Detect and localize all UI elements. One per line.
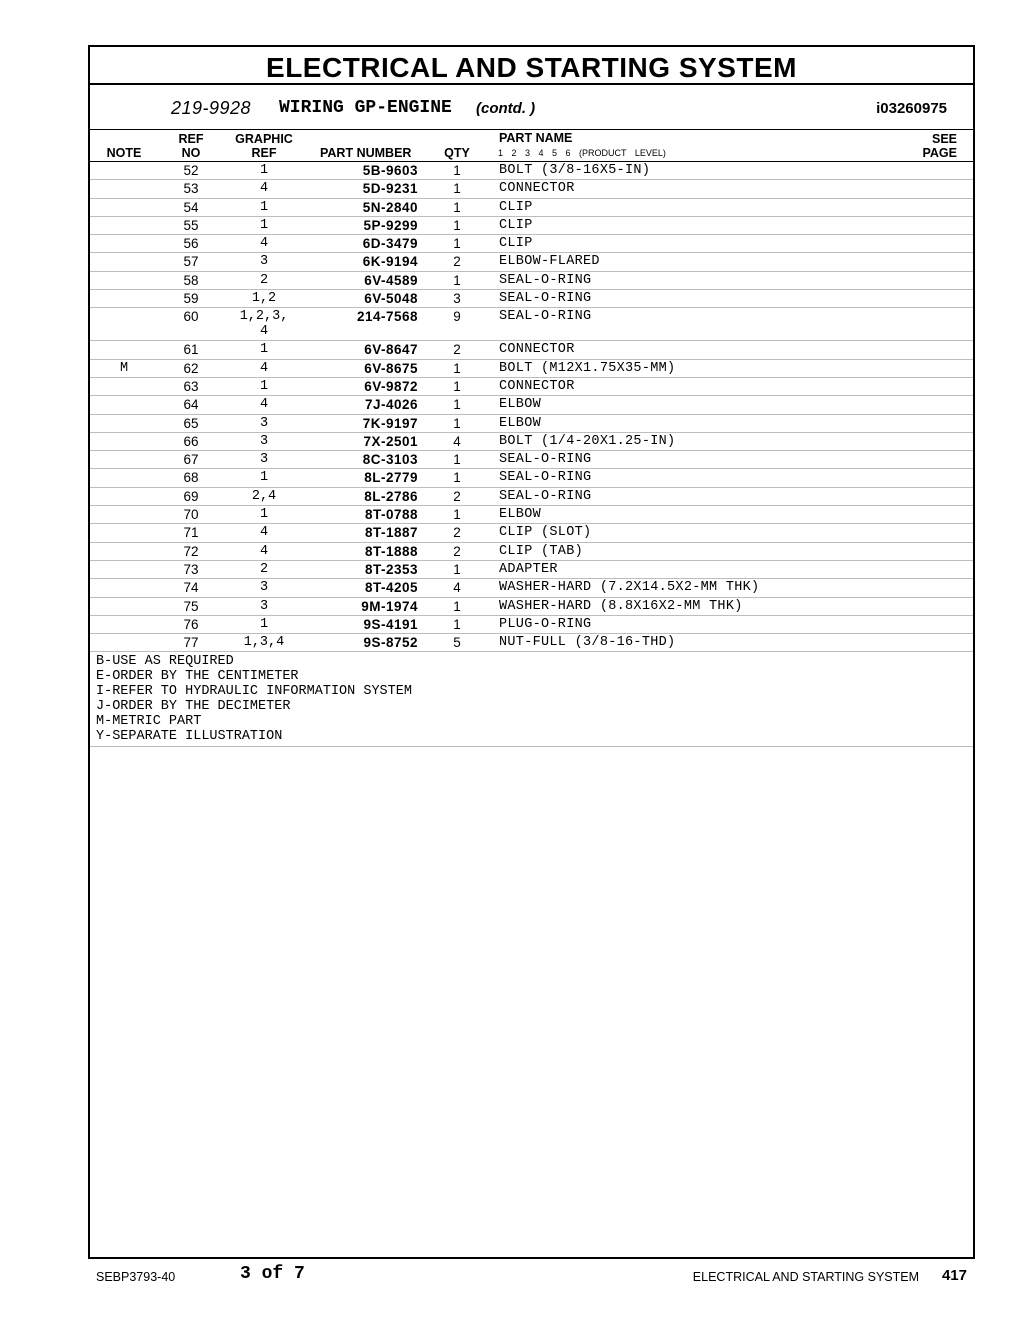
ref-no-cell: 53 (183, 181, 199, 197)
part-number-cell: 5P-9299 (363, 217, 418, 233)
part-name-cell: CONNECTOR (499, 181, 575, 197)
part-number-cell: 5B-9603 (362, 163, 418, 178)
qty-cell: 1 (453, 598, 461, 614)
graphic-ref-cell: 1 (259, 507, 269, 523)
ref-no-cell: 59 (183, 291, 199, 307)
ref-no-cell: 54 (183, 199, 199, 215)
table-row (90, 561, 973, 579)
ref-no-cell: 70 (183, 507, 199, 523)
table-row (90, 290, 973, 308)
parts-page-frame (88, 45, 975, 1259)
legend-item: I-REFER TO HYDRAULIC INFORMATION SYSTEM (96, 684, 412, 699)
ref-no-cell: 63 (183, 378, 199, 394)
part-number-cell: 6V-5048 (364, 291, 418, 307)
part-number-cell: 7X-2501 (363, 433, 418, 449)
graphic-ref-cell: 3 (259, 254, 269, 270)
graphic-ref-cell: 3 (259, 452, 269, 468)
note-cell: M (119, 360, 129, 376)
part-number-cell: 8T-1888 (364, 543, 418, 559)
part-name-cell: SEAL-O-RING (499, 452, 592, 468)
illustration-id: i03260975 (876, 100, 947, 117)
qty-cell: 1 (453, 616, 461, 632)
legend-item: M-METRIC PART (96, 714, 202, 729)
ref-no-cell: 72 (183, 543, 199, 559)
table-row (90, 217, 973, 235)
part-name-cell: CONNECTOR (499, 378, 575, 394)
graphic-ref-cell: 4 (259, 397, 269, 413)
table-row (90, 162, 973, 180)
ref-no-cell: 75 (183, 598, 199, 614)
graphic-ref-cell: 1 (259, 342, 269, 358)
parts-table (90, 162, 973, 652)
table-row (90, 488, 973, 506)
ref-no-cell: 64 (183, 397, 199, 413)
continued-label: (contd. ) (476, 100, 536, 117)
graphic-ref-header-top: GRAPHIC (235, 132, 293, 146)
table-row (90, 253, 973, 271)
see-page-header-bottom: PAGE (922, 146, 957, 160)
graphic-ref-cell: 1 (259, 616, 269, 632)
part-number-cell: 9M-1974 (361, 598, 418, 614)
graphic-ref-cell: 2 (259, 272, 269, 288)
qty-cell: 1 (453, 217, 461, 233)
part-number-cell: 6D-3479 (362, 236, 418, 252)
ref-no-header-bottom: NO (181, 146, 201, 160)
table-row (90, 272, 973, 290)
qty-cell: 4 (453, 433, 461, 449)
graphic-ref-cell: 4 (259, 181, 269, 197)
part-name-cell: SEAL-O-RING (499, 272, 592, 288)
page-of-indicator: 3 of 7 (240, 1264, 305, 1284)
section-name: ELECTRICAL AND STARTING SYSTEM (692, 1270, 919, 1284)
ref-no-cell: 76 (183, 616, 199, 632)
graphic-ref-cell: 2,4 (251, 488, 277, 504)
qty-cell: 1 (453, 561, 461, 577)
part-name-cell: WASHER-HARD (8.8X16X2-MM THK) (499, 598, 743, 614)
part-name-cell: BOLT (1/4-20X1.25-IN) (499, 433, 676, 449)
part-name-cell: CLIP (SLOT) (499, 525, 592, 541)
part-number-cell: 6V-8675 (364, 360, 418, 376)
part-name-cell: SEAL-O-RING (499, 291, 592, 307)
table-row (90, 506, 973, 524)
table-row (90, 396, 973, 414)
part-number-cell: 5N-2840 (362, 199, 418, 215)
qty-cell: 1 (453, 272, 461, 288)
part-number-cell: 8T-0788 (364, 507, 418, 523)
part-name-cell: ELBOW (499, 415, 542, 431)
graphic-ref-cell: 1 (259, 470, 269, 486)
part-name-cell: BOLT (M12X1.75X35-MM) (499, 360, 676, 376)
part-number-cell: 9S-8752 (363, 635, 418, 651)
graphic-ref-cell: 1 (259, 163, 269, 178)
part-number-cell: 6V-9872 (364, 378, 418, 394)
table-row (90, 579, 973, 597)
qty-cell: 2 (453, 543, 461, 559)
table-row (90, 415, 973, 433)
table-row (90, 308, 973, 341)
table-row (90, 616, 973, 634)
group-number: 219-9928 (171, 98, 252, 118)
page-number: 417 (941, 1267, 967, 1284)
ref-no-cell: 73 (183, 561, 199, 577)
graphic-ref-cell: 4 (259, 543, 269, 559)
qty-cell: 3 (453, 291, 461, 307)
part-name-cell: ADAPTER (499, 561, 558, 577)
ref-no-cell: 68 (183, 470, 199, 486)
ref-no-cell: 66 (183, 433, 199, 449)
table-row (90, 235, 973, 253)
graphic-ref-cell: 1,3,4 (243, 635, 285, 651)
graphic-ref-cell: 3 (259, 580, 269, 596)
qty-cell: 2 (453, 342, 461, 358)
ref-no-cell: 77 (183, 635, 199, 651)
ref-no-cell: 61 (183, 342, 199, 358)
graphic-ref-cell: 3 (259, 598, 269, 614)
qty-cell: 1 (453, 163, 461, 178)
ref-no-cell: 58 (183, 272, 199, 288)
legend-item: B-USE AS REQUIRED (96, 654, 234, 669)
part-name-cell: CLIP (499, 217, 533, 233)
qty-cell: 1 (453, 415, 461, 431)
graphic-ref-cell: 4 (259, 525, 269, 541)
qty-cell: 2 (453, 254, 461, 270)
ref-no-cell: 56 (183, 236, 199, 252)
graphic-ref-cell: 1,2 (251, 291, 277, 307)
table-row (90, 341, 973, 359)
part-name-cell: SEAL-O-RING (499, 470, 592, 486)
part-number-cell: 8T-2353 (364, 561, 418, 577)
table-row (90, 199, 973, 217)
part-number-cell: 8L-2779 (364, 470, 418, 486)
group-header (90, 85, 973, 130)
graphic-ref-cell: 1,2,3, 4 (239, 309, 289, 340)
qty-cell: 1 (453, 199, 461, 215)
part-name-cell: SEAL-O-RING (499, 488, 592, 504)
part-number-cell: 6V-4589 (364, 272, 418, 288)
qty-cell: 1 (453, 236, 461, 252)
part-number-cell: 8T-1887 (364, 525, 418, 541)
qty-cell: 1 (453, 507, 461, 523)
graphic-ref-cell: 3 (259, 433, 269, 449)
table-row (90, 433, 973, 451)
part-number-cell: 214-7568 (356, 309, 418, 325)
page-footer (0, 1262, 1020, 1292)
table-row (90, 360, 973, 378)
table-row (90, 598, 973, 616)
qty-cell: 1 (453, 397, 461, 413)
part-name-cell: ELBOW-FLARED (499, 254, 600, 270)
part-number-cell: 7K-9197 (362, 415, 418, 431)
graphic-ref-cell: 1 (259, 378, 269, 394)
legend-item: J-ORDER BY THE DECIMETER (96, 699, 291, 714)
part-number-cell: 8C-3103 (362, 452, 418, 468)
qty-cell: 4 (453, 580, 461, 596)
ref-no-header-top: REF (178, 132, 204, 146)
part-number-cell: 8L-2786 (364, 488, 418, 504)
table-row (90, 180, 973, 198)
ref-no-cell: 57 (183, 254, 199, 270)
qty-cell: 2 (453, 525, 461, 541)
ref-no-cell: 65 (183, 415, 199, 431)
part-number-cell: 6V-8647 (364, 342, 418, 358)
part-name-cell: CONNECTOR (499, 342, 575, 358)
ref-no-cell: 55 (183, 217, 199, 233)
ref-no-cell: 52 (183, 163, 199, 178)
qty-cell: 1 (453, 470, 461, 486)
part-name-cell: CLIP (499, 236, 533, 252)
graphic-ref-cell: 3 (259, 415, 269, 431)
qty-cell: 1 (453, 452, 461, 468)
qty-cell: 1 (453, 378, 461, 394)
document-number: SEBP3793-40 (96, 1270, 176, 1284)
legend-item: Y-SEPARATE ILLUSTRATION (96, 729, 283, 744)
ref-no-cell: 60 (183, 309, 199, 325)
part-name-cell: PLUG-O-RING (499, 616, 592, 632)
see-page-header-top: SEE (931, 132, 957, 146)
legend-item: E-ORDER BY THE CENTIMETER (96, 669, 299, 684)
part-number-header: PART NUMBER (320, 146, 412, 160)
part-number-cell: 6K-9194 (362, 254, 418, 270)
qty-cell: 5 (453, 635, 461, 651)
page-title: ELECTRICAL AND STARTING SYSTEM (90, 47, 973, 85)
part-name-cell: NUT-FULL (3/8-16-THD) (499, 635, 676, 651)
graphic-ref-cell: 4 (259, 236, 269, 252)
ref-no-cell: 62 (183, 360, 199, 376)
note-header: NOTE (106, 146, 142, 160)
ref-no-cell: 74 (183, 580, 199, 596)
graphic-ref-cell: 1 (259, 217, 269, 233)
part-name-cell: CLIP (499, 199, 533, 215)
part-number-cell: 9S-4191 (363, 616, 418, 632)
table-row (90, 524, 973, 542)
part-name-cell: CLIP (TAB) (499, 543, 584, 559)
product-level-header: 1 2 3 4 5 6 (PRODUCT LEVEL) (498, 148, 666, 158)
qty-header: QTY (444, 146, 470, 160)
table-row (90, 378, 973, 396)
part-number-cell: 7J-4026 (364, 397, 418, 413)
table-row (90, 469, 973, 487)
ref-no-cell: 69 (183, 488, 199, 504)
graphic-ref-cell: 2 (259, 561, 269, 577)
part-name-cell: WASHER-HARD (7.2X14.5X2-MM THK) (499, 580, 760, 596)
qty-cell: 1 (453, 181, 461, 197)
part-name-cell: ELBOW (499, 507, 542, 523)
graphic-ref-cell: 4 (259, 360, 269, 376)
part-name-cell: BOLT (3/8-16X5-IN) (499, 163, 651, 178)
part-name-header: PART NAME (499, 131, 573, 145)
qty-cell: 2 (453, 488, 461, 504)
qty-cell: 9 (453, 309, 461, 325)
legend-notes (90, 652, 973, 747)
part-name-cell: ELBOW (499, 397, 542, 413)
qty-cell: 1 (453, 360, 461, 376)
graphic-ref-cell: 1 (259, 199, 269, 215)
column-headers (90, 130, 973, 162)
part-number-cell: 5D-9231 (362, 181, 418, 197)
ref-no-cell: 71 (183, 525, 199, 541)
ref-no-cell: 67 (183, 452, 199, 468)
part-name-cell: SEAL-O-RING (499, 309, 592, 325)
part-number-cell: 8T-4205 (364, 580, 418, 596)
graphic-ref-header-bottom: REF (251, 146, 277, 160)
table-row (90, 634, 973, 652)
table-row (90, 543, 973, 561)
group-name: WIRING GP-ENGINE (279, 98, 452, 118)
table-row (90, 451, 973, 469)
